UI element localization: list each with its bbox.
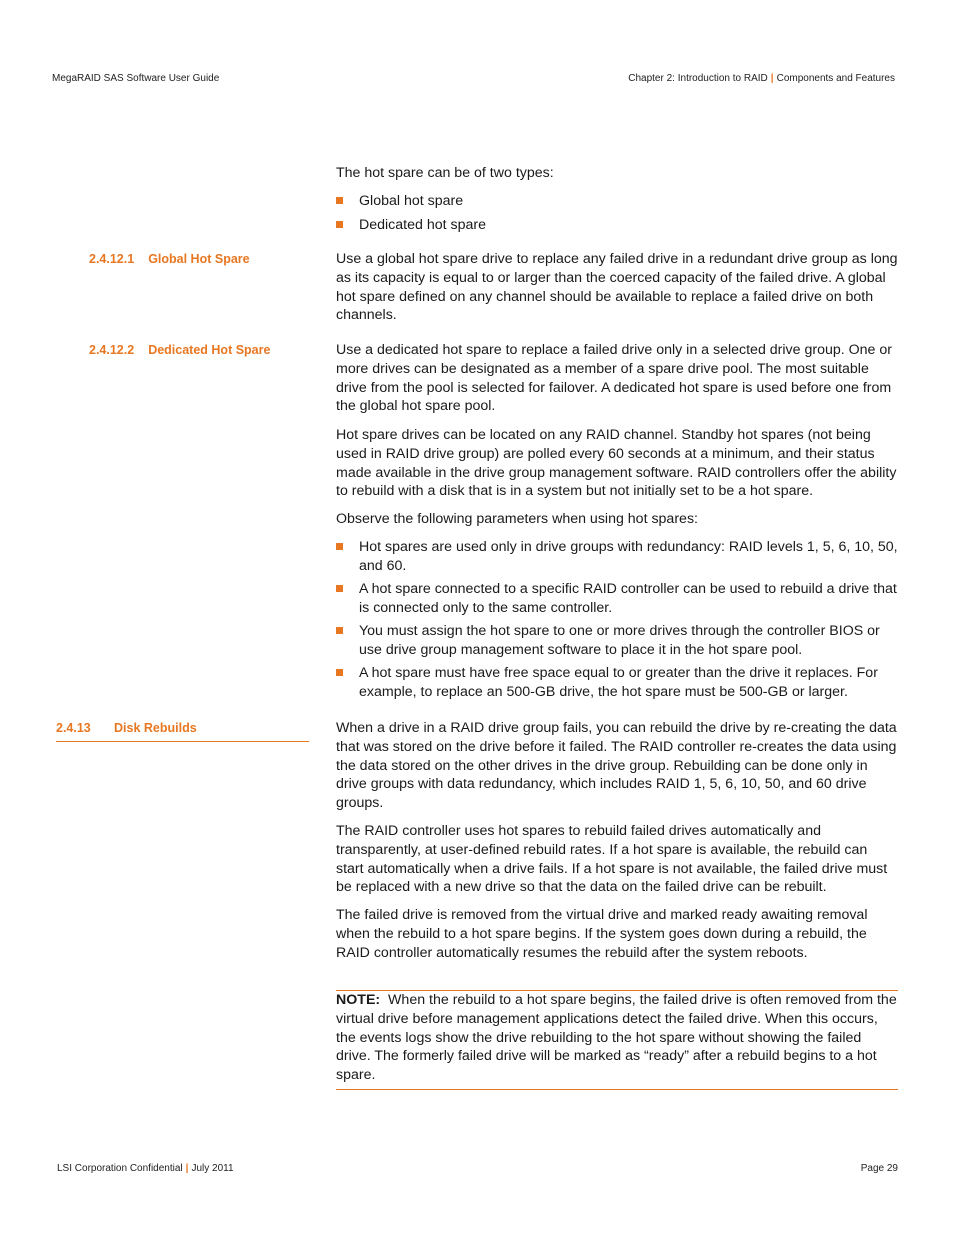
note-text: When the rebuild to a hot spare begins, the failed drive is often removed from the virtual drive before management applications detect the failed drive. When this occurs, the events logs show the drive rebuilding to the hot spare without showing the failed drive. The formerly failed drive will be marked as “ready” after a rebuild begins to a hot spare. (336, 992, 897, 1084)
header-chapter: Chapter 2: Introduction to RAID (628, 73, 768, 84)
footer-company: LSI Corporation Confidential (57, 1163, 183, 1174)
list-item: A hot spare connected to a specific RAID controller can be used to rebuild a drive that is connected only to the same controller. (336, 580, 898, 618)
list-item: Global hot spare (336, 192, 898, 211)
note-label: NOTE: (336, 992, 381, 1008)
intro-paragraph: The hot spare can be of two types: (336, 165, 554, 181)
bullet-icon (336, 627, 343, 634)
bullet-icon (336, 543, 343, 550)
footer-date: July 2011 (191, 1163, 234, 1174)
list-item: Hot spares are used only in drive groups with redundancy: RAID levels 1, 5, 6, 10, 50, and 60. (336, 538, 898, 576)
bullet-icon (336, 197, 343, 204)
running-header-title: MegaRAID SAS Software User Guide (52, 73, 220, 84)
section-heading-dedicated-hot-spare: 2.4.12.2 Dedicated Hot Spare (89, 343, 271, 357)
dedicated-hot-spare-paragraph-2: Hot spare drives can be located on any RAID channel. Standby hot spares (not being used in RAID drive group) are polled every 60 seconds at a minimum, and their status made available in the drive group management software. RAID controllers offer the ability to rebuild with a disk that is in a system but not initially set to be a hot spare. (336, 427, 897, 500)
header-section: Components and Features (776, 73, 895, 84)
footer-left (57, 1163, 234, 1174)
bullet-icon (336, 221, 343, 228)
page-number: Page 29 (860, 1163, 898, 1174)
note-box (336, 991, 898, 1085)
running-header-chapter (628, 73, 895, 84)
bullet-icon (336, 669, 343, 676)
note-bottom-rule (336, 1089, 898, 1090)
parameters-intro: Observe the following parameters when using hot spares: (336, 511, 698, 527)
disk-rebuilds-paragraph-2: The RAID controller uses hot spares to rebuild failed drives automatically and transparently, at user-defined rebuild rates. If a hot spare is available, the rebuild can start automatically when a drive fails. If a hot spare is not available, the failed drive must be replaced with a new drive so that the data on the failed drive can be rebuilt. (336, 823, 888, 896)
global-hot-spare-paragraph: Use a global hot spare drive to replace any failed drive in a redundant drive group as long as its capacity is equal to or larger than the coerced capacity of the failed drive. A global hot spare defined on any channel should be available to replace a failed drive on both channels. (336, 251, 898, 324)
list-item: You must assign the hot spare to one or more drives through the controller BIOS or use drive group management software to place it in the hot spare pool. (336, 622, 898, 660)
footer-separator: | (185, 1163, 189, 1174)
header-separator: | (770, 73, 774, 84)
list-item: Dedicated hot spare (336, 216, 898, 235)
bullet-icon (336, 585, 343, 592)
list-item: A hot spare must have free space equal to or greater than the drive it replaces. For example, to replace an 500-GB drive, the hot spare must be 500-GB or larger. (336, 664, 898, 702)
section-heading-disk-rebuilds: 2.4.13 Disk Rebuilds (56, 721, 197, 735)
disk-rebuilds-paragraph-3: The failed drive is removed from the virtual drive and marked ready awaiting removal when the rebuild to a hot spare begins. If the system goes down during a rebuild, the RAID controller automatically resumes the rebuild after the system reboots. (336, 907, 868, 961)
dedicated-hot-spare-paragraph-1: Use a dedicated hot spare to replace a failed drive only in a selected drive group. One or more drives can be designated as a member of a spare drive pool. The most suitable drive from the pool is selected for failover. A dedicated hot spare is used before one from the global hot spare pool. (336, 342, 893, 415)
section-heading-global-hot-spare: 2.4.12.1 Global Hot Spare (89, 252, 250, 266)
section-rule (56, 741, 309, 742)
disk-rebuilds-paragraph-1: When a drive in a RAID drive group fails, you can rebuild the drive by re-creating the data that was stored on the drive before it failed. The RAID controller re-creates the data using the data stored on the other drives in the drive group. Rebuilding can be done only in drive groups with data redundancy, which includes RAID 1, 5, 6, 10, 50, and 60 drive groups. (336, 720, 897, 812)
